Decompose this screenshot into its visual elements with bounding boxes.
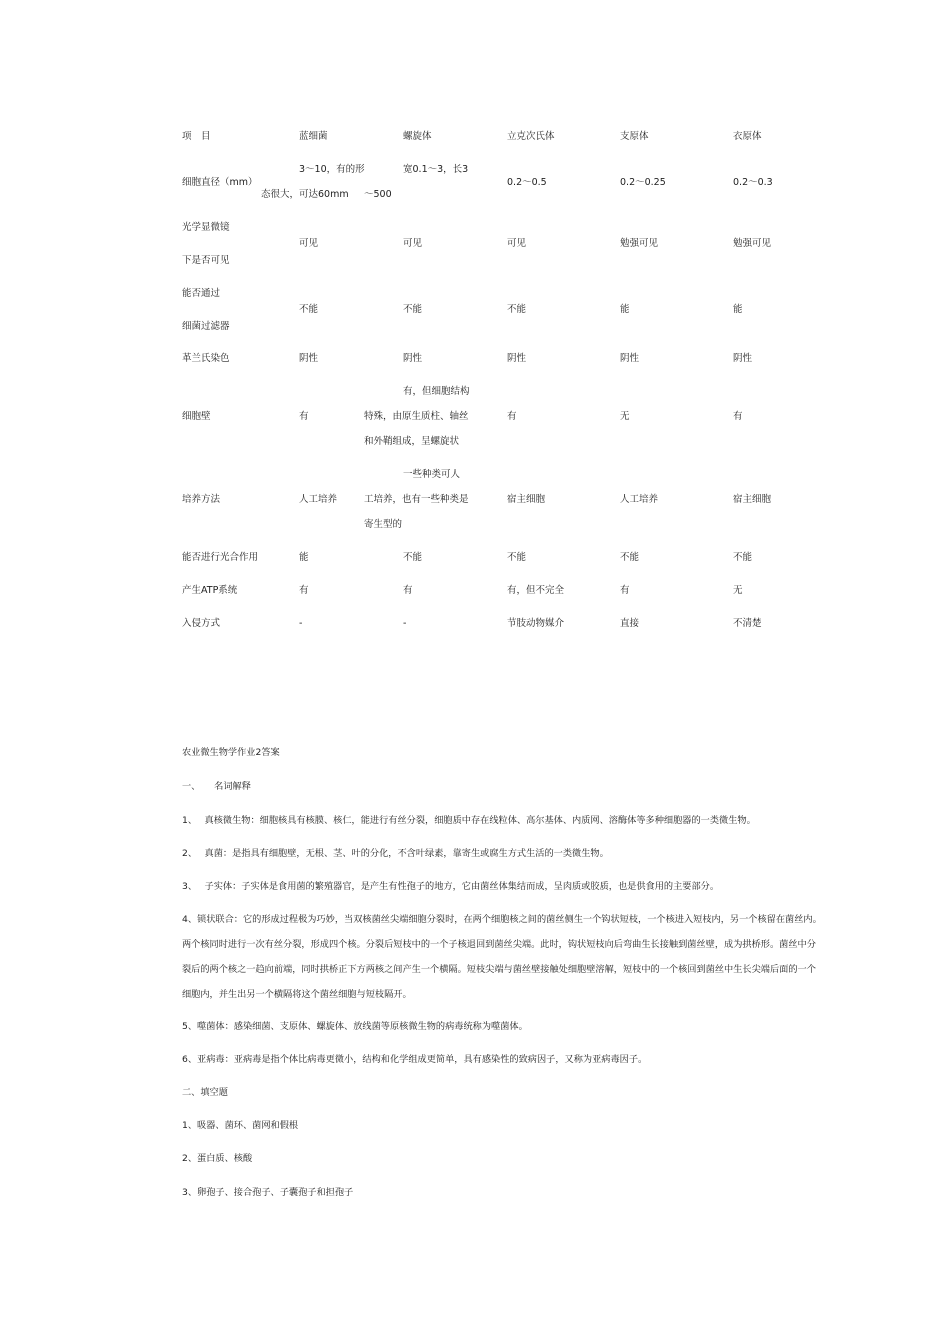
cell-cyano: 有 xyxy=(299,411,309,422)
cell-spiro: 寄生型的 xyxy=(364,519,403,530)
cell-spiro: - xyxy=(403,618,407,629)
row-label: 革兰氏染色 xyxy=(182,353,230,364)
cell-chlam: 阴性 xyxy=(733,353,753,364)
cell-myco: 无 xyxy=(620,411,630,422)
row-label: 下是否可见 xyxy=(182,255,230,266)
row-label: 光学显微镜 xyxy=(182,222,230,233)
definition-paragraph: 4、锁状联合：它的形成过程极为巧妙，当双核菌丝尖端细胞分裂时，在两个细胞核之间的菌丝侧生一个钩状短枝，一个核进入短枝内，另一个核留在菌丝内。两个核同时进行一次有丝分裂，形成四个核。分裂后短枝中的一个子核退回到菌丝尖端。此时，钩状短枝向后弯曲生长接触到菌丝壁，成为拱桥形。菌丝中分裂后的两个核之一趋向前端，同时拱桥正下方两核之间产生一个横隔。短枝尖端与菌丝壁接触处细胞壁溶解，短枝中的一个核回到菌丝中生长尖端后面的一个细胞内，并生出另一个横隔将这个菌丝细胞与短枝隔开。 xyxy=(182,914,822,1000)
cell-cyano: 阴性 xyxy=(299,353,319,364)
cell-spiro: 有 xyxy=(403,585,413,596)
cell-spiro: 不能 xyxy=(403,304,423,315)
cell-chlam: 有 xyxy=(733,411,743,422)
definition-item: 1、 真核微生物：细胞核具有核膜、核仁，能进行有丝分裂，细胞质中存在线粒体、高尔基体、内质网、溶酶体等多种细胞器的一类微生物。 xyxy=(182,815,756,826)
cell-myco: 勉强可见 xyxy=(620,238,659,249)
definition-item: 5、噬菌体：感染细菌、支原体、螺旋体、放线菌等原核微生物的病毒统称为噬菌体。 xyxy=(182,1021,528,1032)
cell-spiro: 和外鞘组成，呈螺旋状 xyxy=(364,436,460,447)
definition-item: 2、 真菌：是指具有细胞壁，无根、茎、叶的分化，不含叶绿素，靠寄生或腐生方式生活的一类微生物。 xyxy=(182,848,609,859)
cell-cyano: 有 xyxy=(299,585,309,596)
cell-spiro: 特殊，由原生质柱、轴丝 xyxy=(364,411,469,422)
cell-chlam: 0.2～0.3 xyxy=(733,177,773,188)
cell-myco: 能 xyxy=(620,304,630,315)
cell-spiro: 不能 xyxy=(403,552,423,563)
cell-myco: 有 xyxy=(620,585,630,596)
cell-cyano: 不能 xyxy=(299,304,319,315)
row-label: 产生ATP系统 xyxy=(182,585,238,596)
cell-rick: 阴性 xyxy=(507,353,527,364)
cell-rick: 宿主细胞 xyxy=(507,494,546,505)
cell-chlam: 宿主细胞 xyxy=(733,494,772,505)
cell-myco: 人工培养 xyxy=(620,494,659,505)
cell-rick: 节肢动物媒介 xyxy=(507,618,565,629)
cell-spiro: 一些种类可人 xyxy=(403,469,461,480)
header-spirochete: 螺旋体 xyxy=(403,131,432,142)
section-heading: 二、填空题 xyxy=(182,1087,228,1098)
row-label: 细菌过滤器 xyxy=(182,321,230,332)
header-item: 项 目 xyxy=(182,131,211,142)
cell-chlam: 无 xyxy=(733,585,743,596)
definition-item: 3、 子实体：子实体是食用菌的繁殖器官，是产生有性孢子的地方，它由菌丝体集结而成，呈肉质或胶质，也是供食用的主要部分。 xyxy=(182,881,720,892)
cell-spiro: 宽0.1～3，长3 xyxy=(403,164,469,175)
header-rickettsia: 立克次氏体 xyxy=(507,131,555,142)
row-label: 能否通过 xyxy=(182,288,221,299)
cell-chlam: 勉强可见 xyxy=(733,238,772,249)
cell-spiro: 阴性 xyxy=(403,353,423,364)
row-label: 能否进行光合作用 xyxy=(182,552,259,563)
header-chlamydia: 衣原体 xyxy=(733,131,762,142)
cell-cyano: 态很大，可达60mm xyxy=(261,189,349,200)
cell-spiro: 可见 xyxy=(403,238,423,249)
cell-myco: 阴性 xyxy=(620,353,640,364)
cell-chlam: 能 xyxy=(733,304,743,315)
cell-chlam: 不能 xyxy=(733,552,753,563)
cell-rick: 有 xyxy=(507,411,517,422)
cell-rick: 0.2～0.5 xyxy=(507,177,547,188)
cell-cyano: 能 xyxy=(299,552,309,563)
fill-answer: 3、卵孢子、接合孢子、子囊孢子和担孢子 xyxy=(182,1187,354,1198)
cell-myco: 不能 xyxy=(620,552,640,563)
fill-answer: 2、蛋白质、核酸 xyxy=(182,1153,253,1164)
definition-item: 6、亚病毒：亚病毒是指个体比病毒更微小，结构和化学组成更简单，具有感染性的致病因子，又称为亚病毒因子。 xyxy=(182,1054,648,1065)
row-label: 细胞壁 xyxy=(182,411,211,422)
header-cyanobacteria: 蓝细菌 xyxy=(299,131,328,142)
cell-rick: 不能 xyxy=(507,304,527,315)
cell-cyano: 3～10，有的形 xyxy=(299,164,365,175)
cell-chlam: 不清楚 xyxy=(733,618,762,629)
cell-spiro: ～500 xyxy=(364,189,392,200)
cell-rick: 可见 xyxy=(507,238,527,249)
row-label: 细胞直径（mm） xyxy=(182,177,258,188)
cell-myco: 直接 xyxy=(620,618,640,629)
cell-myco: 0.2～0.25 xyxy=(620,177,666,188)
doc-title: 农业微生物学作业2答案 xyxy=(182,747,280,758)
header-mycoplasma: 支原体 xyxy=(620,131,649,142)
row-label: 培养方法 xyxy=(182,494,221,505)
cell-cyano: - xyxy=(299,618,303,629)
cell-spiro: 工培养，也有一些种类是 xyxy=(364,494,469,505)
cell-cyano: 人工培养 xyxy=(299,494,338,505)
cell-rick: 有，但不完全 xyxy=(507,585,565,596)
cell-cyano: 可见 xyxy=(299,238,319,249)
cell-spiro: 有，但细胞结构 xyxy=(403,386,470,397)
fill-answer: 1、吸器、菌环、菌网和假根 xyxy=(182,1120,299,1131)
section-heading: 一、 名词解释 xyxy=(182,781,251,792)
cell-rick: 不能 xyxy=(507,552,527,563)
row-label: 入侵方式 xyxy=(182,618,221,629)
